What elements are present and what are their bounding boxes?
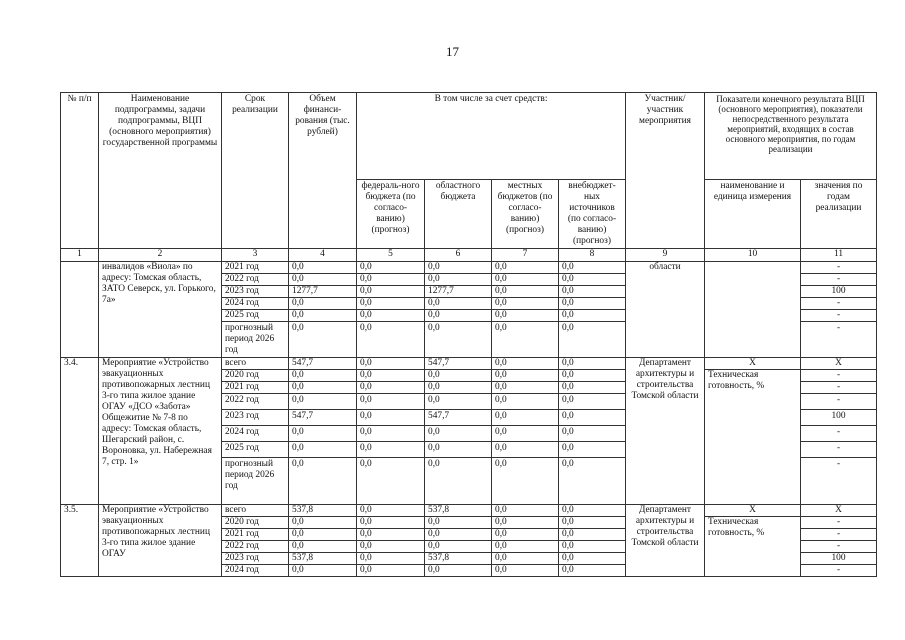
column-index: 4 xyxy=(289,249,357,262)
indicator-value: X xyxy=(801,358,877,370)
local: 0,0 xyxy=(492,382,559,394)
period: 2025 год xyxy=(222,442,289,458)
federal: 0,0 xyxy=(357,310,425,322)
extrabudget: 0,0 xyxy=(559,426,626,442)
local: 0,0 xyxy=(492,262,559,274)
regional: 0,0 xyxy=(425,298,492,310)
regional: 0,0 xyxy=(425,370,492,382)
regional: 547,7 xyxy=(425,410,492,426)
indicator-value: - xyxy=(801,458,877,505)
indicator-value: - xyxy=(801,322,877,358)
regional: 537,8 xyxy=(425,505,492,517)
period: 2023 год xyxy=(222,410,289,426)
federal: 0,0 xyxy=(357,410,425,426)
extrabudget: 0,0 xyxy=(559,541,626,553)
regional: 0,0 xyxy=(425,274,492,286)
regional: 0,0 xyxy=(425,541,492,553)
period: 2023 год xyxy=(222,286,289,298)
total: 0,0 xyxy=(289,382,357,394)
federal: 0,0 xyxy=(357,286,425,298)
participant: Департамент архитектуры и строительства Томской области xyxy=(626,505,705,577)
extrabudget: 0,0 xyxy=(559,358,626,370)
item-number: 3.4. xyxy=(61,358,99,505)
total: 547,7 xyxy=(289,410,357,426)
indicator-value: - xyxy=(801,517,877,529)
regional: 0,0 xyxy=(425,382,492,394)
header-volume: Объем финанси-рования (тыс. рублей) xyxy=(289,93,357,249)
total: 0,0 xyxy=(289,370,357,382)
regional: 537,8 xyxy=(425,553,492,565)
column-index: 5 xyxy=(357,249,425,262)
table-row-total xyxy=(61,505,877,517)
header-name: Наименование подпрограммы, задачи подпрограммы, ВЦП (основного мероприятия) государственной программы xyxy=(99,93,222,249)
period: 2024 год xyxy=(222,426,289,442)
page-number: 17 xyxy=(446,44,459,59)
header-regional: областного бюджета xyxy=(425,180,492,249)
period: прогнозный период 2026 год xyxy=(222,322,289,358)
period: 2020 год xyxy=(222,370,289,382)
period: 2024 год xyxy=(222,565,289,577)
total: 0,0 xyxy=(289,262,357,274)
federal: 0,0 xyxy=(357,442,425,458)
indicator-value: - xyxy=(801,541,877,553)
column-index: 3 xyxy=(222,249,289,262)
local: 0,0 xyxy=(492,553,559,565)
period: 2021 год xyxy=(222,529,289,541)
header-extrabudget: внебюджет-ных источников (по согласо-ванию) (прогноз) xyxy=(559,180,626,249)
indicator-name: Техническая готовность, % xyxy=(705,517,801,577)
extrabudget: 0,0 xyxy=(559,553,626,565)
period: 2022 год xyxy=(222,541,289,553)
extrabudget: 0,0 xyxy=(559,410,626,426)
column-index: 2 xyxy=(99,249,222,262)
federal: 0,0 xyxy=(357,382,425,394)
extrabudget: 0,0 xyxy=(559,274,626,286)
header-indicators-group: Показатели конечного результата ВЦП (основного мероприятия), показатели непосредственного результата мероприятий, входящих в состав основного мероприятия, по годам реализации xyxy=(705,93,877,180)
extrabudget: 0,0 xyxy=(559,310,626,322)
program-table xyxy=(60,92,877,577)
item-name: Мероприятие «Устройство эвакуационных противопожарных лестниц 3-го типа жилое здание ОГАУ «ДСО «Забота» Общежитие № 7-8 по адресу: Томская область, Шегарский район, с. Вороновка, ул. Набережная 7, стр. 1» xyxy=(99,358,222,505)
header-indicator-values: значения по годам реализации xyxy=(801,180,877,249)
federal: 0,0 xyxy=(357,458,425,505)
participant: Департамент архитектуры и строительства Томской области xyxy=(626,358,705,505)
extrabudget: 0,0 xyxy=(559,458,626,505)
total: 1277,7 xyxy=(289,286,357,298)
item-number xyxy=(61,262,99,358)
period: прогнозный период 2026 год xyxy=(222,458,289,505)
table-row xyxy=(61,262,877,274)
indicator-value: - xyxy=(801,394,877,410)
header-indicator-name: наименование и единица измерения xyxy=(705,180,801,249)
regional: 0,0 xyxy=(425,458,492,505)
total: 0,0 xyxy=(289,565,357,577)
local: 0,0 xyxy=(492,322,559,358)
header-local: местных бюджетов (по согласо-ванию) (прогноз) xyxy=(492,180,559,249)
indicator-value: 100 xyxy=(801,286,877,298)
regional: 0,0 xyxy=(425,565,492,577)
local: 0,0 xyxy=(492,310,559,322)
total: 547,7 xyxy=(289,358,357,370)
item-name: инвалидов «Виола» по адресу: Томская область, ЗАТО Северск, ул. Горького, 7а» xyxy=(99,262,222,358)
period: 2022 год xyxy=(222,274,289,286)
period: 2021 год xyxy=(222,262,289,274)
header-row-1 xyxy=(61,93,877,180)
extrabudget: 0,0 xyxy=(559,565,626,577)
regional: 1277,7 xyxy=(425,286,492,298)
extrabudget: 0,0 xyxy=(559,505,626,517)
federal: 0,0 xyxy=(357,529,425,541)
local: 0,0 xyxy=(492,286,559,298)
federal: 0,0 xyxy=(357,298,425,310)
indicator-name xyxy=(705,262,801,358)
local: 0,0 xyxy=(492,458,559,505)
column-index: 11 xyxy=(801,249,877,262)
total: 0,0 xyxy=(289,310,357,322)
total: 0,0 xyxy=(289,298,357,310)
local: 0,0 xyxy=(492,541,559,553)
local: 0,0 xyxy=(492,426,559,442)
local: 0,0 xyxy=(492,505,559,517)
local: 0,0 xyxy=(492,410,559,426)
indicator-value: - xyxy=(801,565,877,577)
local: 0,0 xyxy=(492,358,559,370)
federal: 0,0 xyxy=(357,274,425,286)
period: 2025 год xyxy=(222,310,289,322)
extrabudget: 0,0 xyxy=(559,322,626,358)
regional: 0,0 xyxy=(425,394,492,410)
local: 0,0 xyxy=(492,517,559,529)
item-number: 3.5. xyxy=(61,505,99,577)
column-index: 7 xyxy=(492,249,559,262)
indicator-value: - xyxy=(801,298,877,310)
indicator-x: X xyxy=(705,505,801,517)
column-index-row xyxy=(61,249,877,262)
column-index: 1 xyxy=(61,249,99,262)
period: всего xyxy=(222,358,289,370)
regional: 0,0 xyxy=(425,517,492,529)
header-funds-group: В том числе за счет средств: xyxy=(357,93,626,180)
federal: 0,0 xyxy=(357,565,425,577)
extrabudget: 0,0 xyxy=(559,382,626,394)
extrabudget: 0,0 xyxy=(559,262,626,274)
regional: 0,0 xyxy=(425,322,492,358)
federal: 0,0 xyxy=(357,394,425,410)
column-index: 8 xyxy=(559,249,626,262)
indicator-value: - xyxy=(801,310,877,322)
federal: 0,0 xyxy=(357,553,425,565)
local: 0,0 xyxy=(492,298,559,310)
participant: области xyxy=(626,262,705,358)
period: всего xyxy=(222,505,289,517)
column-index: 9 xyxy=(626,249,705,262)
regional: 0,0 xyxy=(425,262,492,274)
period: 2022 год xyxy=(222,394,289,410)
extrabudget: 0,0 xyxy=(559,394,626,410)
local: 0,0 xyxy=(492,370,559,382)
federal: 0,0 xyxy=(357,358,425,370)
table-row-total xyxy=(61,358,877,370)
indicator-value: - xyxy=(801,426,877,442)
extrabudget: 0,0 xyxy=(559,442,626,458)
header-number: № п/п xyxy=(61,93,99,249)
extrabudget: 0,0 xyxy=(559,298,626,310)
header-federal: федераль-ного бюджета (по согласо-ванию) (прогноз) xyxy=(357,180,425,249)
indicator-value: - xyxy=(801,274,877,286)
local: 0,0 xyxy=(492,529,559,541)
total: 0,0 xyxy=(289,458,357,505)
total: 0,0 xyxy=(289,541,357,553)
federal: 0,0 xyxy=(357,322,425,358)
extrabudget: 0,0 xyxy=(559,517,626,529)
header-period: Срок реализации xyxy=(222,93,289,249)
period: 2024 год xyxy=(222,298,289,310)
federal: 0,0 xyxy=(357,541,425,553)
period: 2020 год xyxy=(222,517,289,529)
indicator-value: X xyxy=(801,505,877,517)
local: 0,0 xyxy=(492,442,559,458)
total: 0,0 xyxy=(289,426,357,442)
total: 0,0 xyxy=(289,442,357,458)
indicator-name: Техническая готовность, % xyxy=(705,370,801,505)
indicator-value: - xyxy=(801,442,877,458)
extrabudget: 0,0 xyxy=(559,529,626,541)
item-name: Мероприятие «Устройство эвакуационных противопожарных лестниц 3-го типа жилое здание ОГАУ xyxy=(99,505,222,577)
federal: 0,0 xyxy=(357,505,425,517)
extrabudget: 0,0 xyxy=(559,286,626,298)
local: 0,0 xyxy=(492,394,559,410)
total: 0,0 xyxy=(289,394,357,410)
federal: 0,0 xyxy=(357,262,425,274)
regional: 0,0 xyxy=(425,442,492,458)
extrabudget: 0,0 xyxy=(559,370,626,382)
indicator-value: - xyxy=(801,262,877,274)
indicator-value: 100 xyxy=(801,553,877,565)
total: 0,0 xyxy=(289,529,357,541)
period: 2021 год xyxy=(222,382,289,394)
period: 2023 год xyxy=(222,553,289,565)
total: 0,0 xyxy=(289,322,357,358)
column-index: 6 xyxy=(425,249,492,262)
regional: 547,7 xyxy=(425,358,492,370)
regional: 0,0 xyxy=(425,529,492,541)
indicator-value: - xyxy=(801,370,877,382)
local: 0,0 xyxy=(492,274,559,286)
federal: 0,0 xyxy=(357,426,425,442)
total: 0,0 xyxy=(289,517,357,529)
indicator-value: - xyxy=(801,382,877,394)
federal: 0,0 xyxy=(357,517,425,529)
column-index: 10 xyxy=(705,249,801,262)
regional: 0,0 xyxy=(425,426,492,442)
header-participant: Участник/ участник мероприятия xyxy=(626,93,705,249)
total: 537,8 xyxy=(289,553,357,565)
total: 0,0 xyxy=(289,274,357,286)
indicator-value: 100 xyxy=(801,410,877,426)
indicator-value: - xyxy=(801,529,877,541)
federal: 0,0 xyxy=(357,370,425,382)
local: 0,0 xyxy=(492,565,559,577)
total: 537,8 xyxy=(289,505,357,517)
regional: 0,0 xyxy=(425,310,492,322)
indicator-x: X xyxy=(705,358,801,370)
